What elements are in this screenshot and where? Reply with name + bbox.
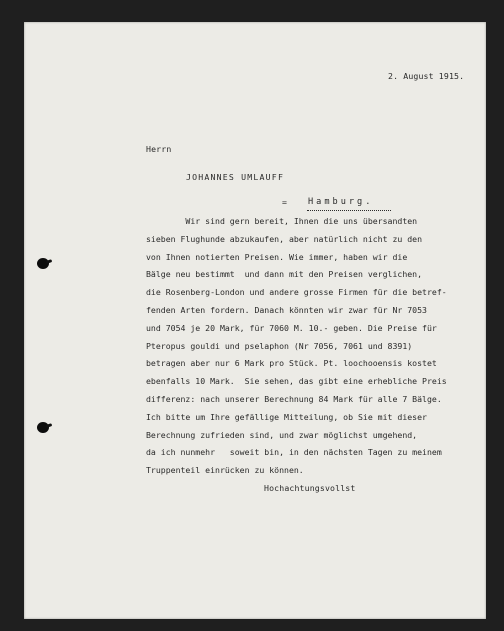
- letter-body: [24, 22, 486, 619]
- salutation: Herrn: [146, 144, 172, 154]
- recipient-city: Hamburg.: [308, 197, 374, 207]
- body-line: ebenfalls 10 Mark. Sie sehen, das gibt eine erhebliche Preis: [146, 376, 447, 387]
- body-line: Wir sind gern bereit, Ihnen die uns übersandten: [146, 216, 418, 226]
- body-line: von Ihnen notierten Preisen. Wie immer, haben wir die: [146, 251, 408, 262]
- body-line: fenden Arten fordern. Danach könnten wir zwar für Nr 7053: [146, 305, 427, 315]
- body-line: Pteropus gouldi und pselaphon (Nr 7056, 7061 und 8391): [146, 340, 413, 351]
- body-line: Ich bitte um Ihre gefällige Mitteilung, ob Sie mit dieser: [146, 411, 427, 422]
- body-line: und 7054 je 20 Mark, für 7060 M. 10.- geben. Die Preise für: [146, 322, 437, 333]
- closing: Hochachtungsvollst: [264, 483, 356, 493]
- recipient-city-prefix: =: [282, 197, 288, 207]
- body-line: Truppenteil einrücken zu können.: [146, 465, 304, 476]
- body-line: sieben Flughunde abzukaufen, aber natürlich nicht zu den: [146, 233, 423, 244]
- body-line: betragen aber nur 6 Mark pro Stück. Pt. loochooensis kostet: [146, 358, 437, 369]
- body-line: da ich nunmehr soweit bin, in den nächsten Tagen zu meinem: [146, 447, 442, 458]
- letter-page: [24, 22, 486, 619]
- body-line: die Rosenberg-London und andere grosse Firmen für die betref-: [146, 287, 447, 298]
- letter-date: 2. August 1915.: [388, 71, 465, 81]
- body-line: differenz: nach unserer Berechnung 84 Mark für alle 7 Bälge.: [146, 394, 442, 404]
- body-line: Bälge neu bestimmt und dann mit den Preisen verglichen,: [146, 269, 423, 280]
- recipient-name: JOHANNES UMLAUFF: [186, 172, 285, 182]
- body-line: Berechnung zufrieden sind, und zwar möglichst umgehend,: [146, 429, 418, 440]
